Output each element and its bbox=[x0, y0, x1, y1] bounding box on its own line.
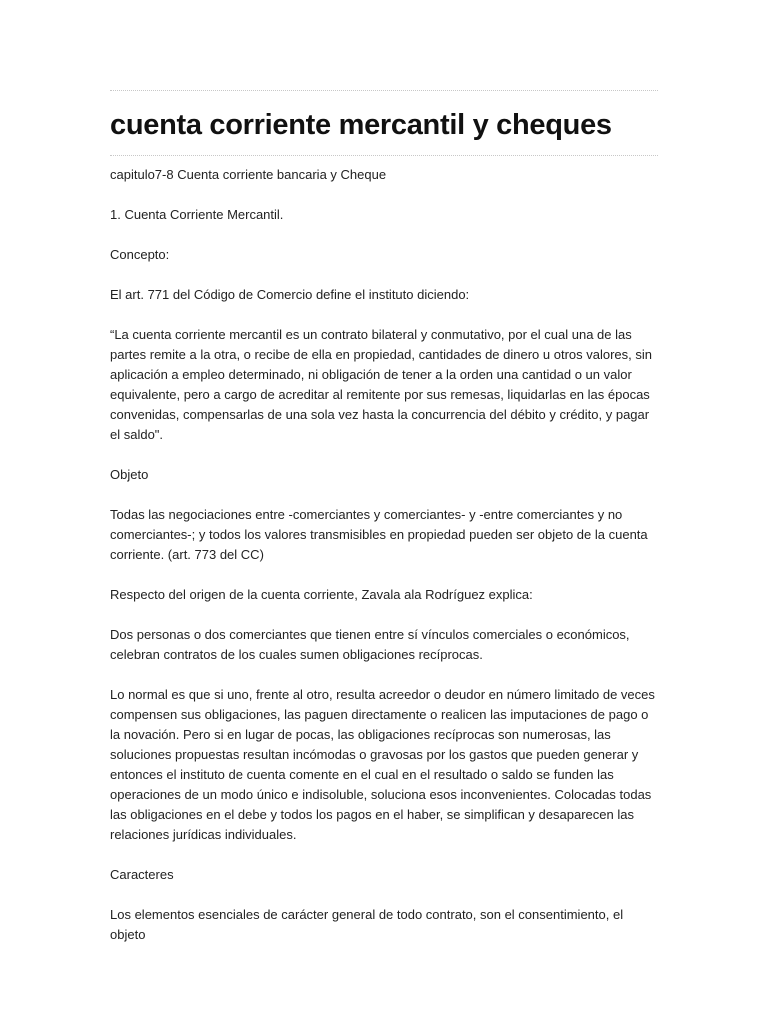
document-title: cuenta corriente mercantil y cheques bbox=[110, 109, 612, 141]
section-heading: 1. Cuenta Corriente Mercantil. bbox=[110, 207, 284, 222]
paragraph: Lo normal es que si uno, frente al otro, resulta acreedor o deudor en número limitado de veces compensen sus obligaciones, las paguen directamente o realicen las imputaciones de pago o la novación. Pero si en lugar de pocas, las obligaciones recíprocas son numerosas, las soluciones propuestas resultan incómodas o gravosas por los gastos que pueden generar y entonces el instituto de cuenta comente en el cual en el resultado o saldo se funden las operaciones de un modo único e indisoluble, soluciona esos inconvenientes. Colocadas todas las obligaciones en el debe y todos los pagos en el haber, se simplifican y desaparecen las relaciones jurídicas individuales. bbox=[110, 687, 655, 842]
title-divider bbox=[110, 155, 658, 156]
paragraph: Los elementos esenciales de carácter general de todo contrato, son el consentimiento, el objeto bbox=[110, 907, 624, 942]
document-body bbox=[110, 165, 658, 945]
paragraph: Respecto del origen de la cuenta corriente, Zavala ala Rodríguez explica: bbox=[110, 587, 533, 602]
subheading-objeto: Objeto bbox=[110, 467, 149, 482]
subheading-caracteres: Caracteres bbox=[110, 867, 174, 882]
subheading-concepto: Concepto: bbox=[110, 247, 170, 262]
quote-paragraph: “La cuenta corriente mercantil es un contrato bilateral y conmutativo, por el cual una de las partes remite a la otra, o recibe de ella en propiedad, cantidades de dinero u otros valores, sin aplicación a empleo determinado, ni obligación de tener a la orden una cantidad o un valor equivalente, pero a cargo de acreditar al remitente por sus remesas, liquidarlas en las épocas convenidas, compensarlas de una sola vez hasta la concurrencia del débito y crédito, y pagar el saldo". bbox=[110, 327, 652, 442]
paragraph: Todas las negociaciones entre -comerciantes y comerciantes- y -entre comerciantes y no comerciantes-; y todos los valores transmisibles en propiedad pueden ser objeto de la cuenta corriente. (art. 773 del CC) bbox=[110, 507, 648, 562]
document-page bbox=[110, 90, 658, 965]
paragraph: El art. 771 del Código de Comercio define el instituto diciendo: bbox=[110, 287, 470, 302]
subtitle-paragraph: capitulo7-8 Cuenta corriente bancaria y Cheque bbox=[110, 167, 387, 182]
paragraph: Dos personas o dos comerciantes que tienen entre sí vínculos comerciales o económicos, celebran contratos de los cuales sumen obligaciones recíprocas. bbox=[110, 627, 630, 662]
